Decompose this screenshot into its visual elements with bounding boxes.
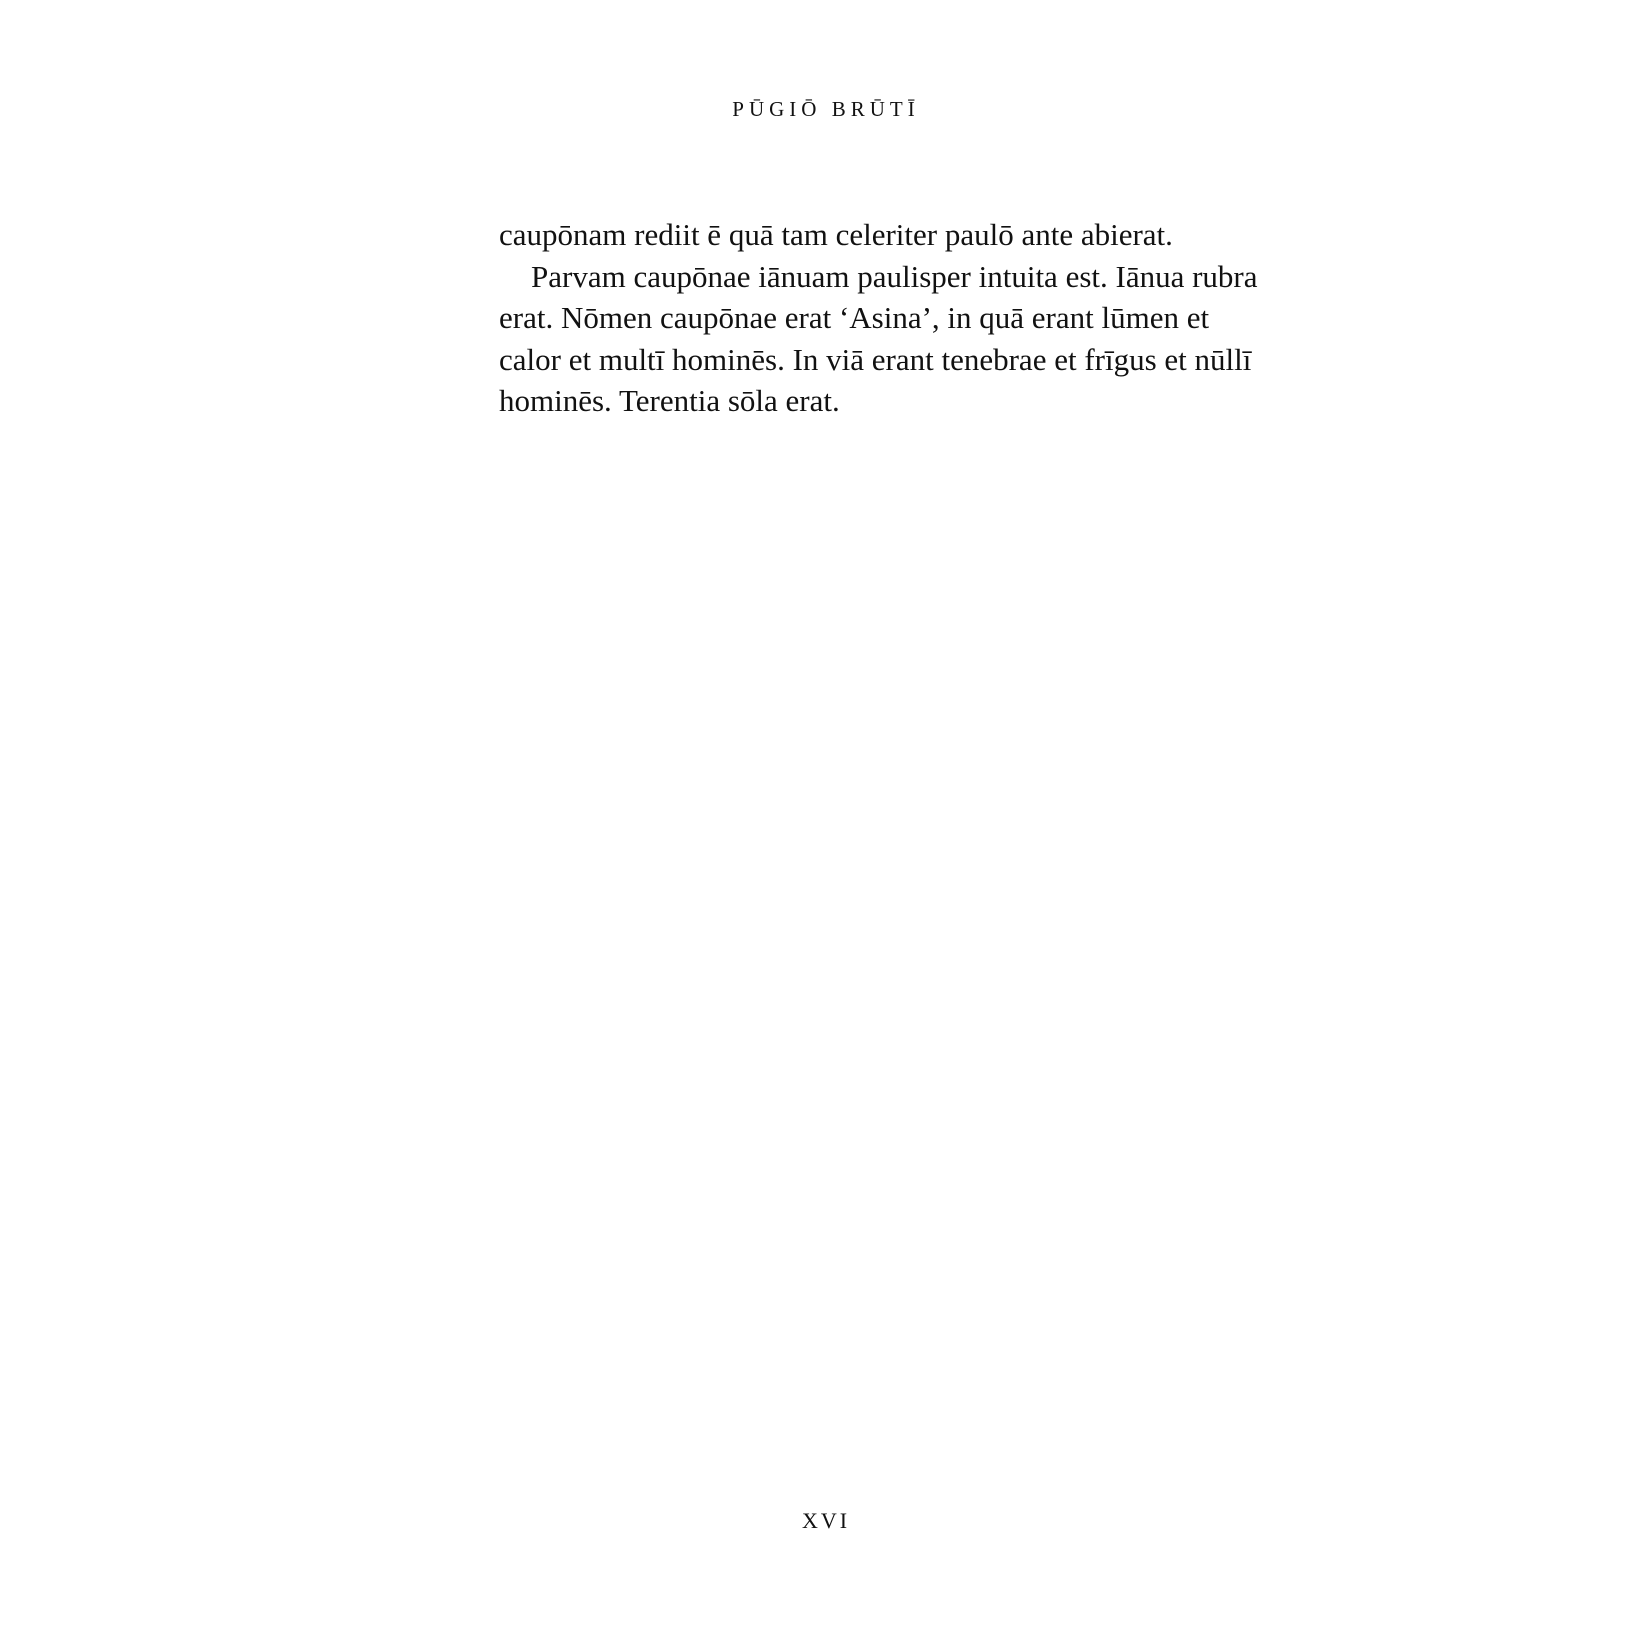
body-text (499, 214, 1258, 422)
text-line: hominēs. Terentia sōla erat. (499, 383, 840, 418)
text-line: caupōnam rediit ē quā tam celeriter paulō ante abierat. (499, 217, 1173, 252)
paragraph (499, 256, 1258, 422)
paragraph (499, 214, 1219, 256)
running-head: PŪGIŌ BRŪTĪ (732, 97, 920, 121)
text-line: calor et multī hominēs. In viā erant tenebrae et frīgus et nūllī (499, 341, 1252, 377)
text-line: erat. Nōmen caupōnae erat ‘Asina’, in quā erant lūmen et (499, 300, 1210, 335)
page-number: XVI (801, 1508, 851, 1533)
text-line: Parvam caupōnae iānuam paulisper intuita est. Iānua rubra (531, 258, 1258, 294)
